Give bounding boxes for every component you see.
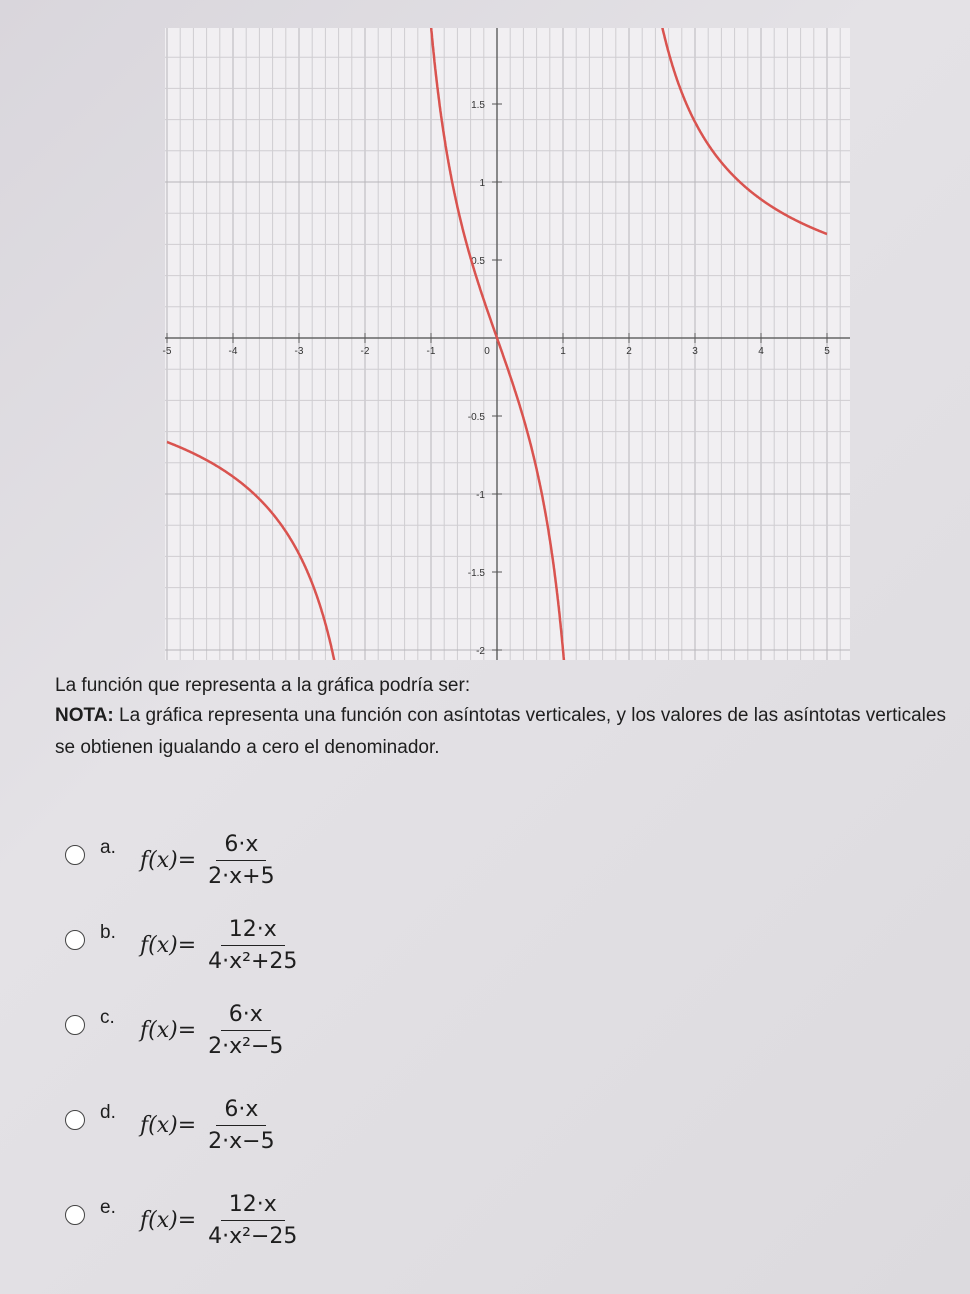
option-letter: d.	[100, 1102, 116, 1123]
x-tick-label: 0	[484, 346, 490, 357]
denominator: 4·x²+25	[208, 948, 298, 974]
radio-option-a[interactable]	[65, 845, 85, 865]
option-formula	[140, 910, 303, 980]
option-b[interactable]	[60, 910, 460, 980]
y-tick-label: 1	[479, 178, 485, 189]
denominator: 2·x²−5	[208, 1033, 284, 1059]
plot-area	[162, 28, 850, 660]
x-tick-label: 4	[758, 346, 764, 357]
question-note	[55, 700, 955, 764]
fraction	[202, 1002, 289, 1059]
option-formula	[140, 825, 281, 895]
denominator: 4·x²−25	[208, 1223, 298, 1249]
radio-option-e[interactable]	[65, 1205, 85, 1225]
numerator: 6·x	[221, 1002, 271, 1031]
x-tick-label: -2	[360, 346, 370, 357]
numerator: 12·x	[221, 1192, 285, 1221]
y-tick-label: -0.5	[467, 412, 485, 423]
numerator: 6·x	[216, 1097, 266, 1126]
radio-option-b[interactable]	[65, 930, 85, 950]
denominator: 2·x+5	[208, 863, 275, 889]
note-label: NOTA:	[55, 705, 114, 726]
x-tick-label: 5	[824, 346, 830, 357]
option-formula	[140, 995, 289, 1065]
x-tick-label: -5	[162, 346, 172, 357]
option-letter: b.	[100, 922, 116, 943]
option-a[interactable]	[60, 825, 460, 895]
formula-lhs: f(x)=	[140, 847, 197, 873]
formula-lhs: f(x)=	[140, 1207, 197, 1233]
fraction	[202, 1192, 303, 1249]
formula-lhs: f(x)=	[140, 1017, 197, 1043]
option-d[interactable]	[60, 1090, 460, 1160]
x-tick-label: 2	[626, 346, 632, 357]
option-letter: a.	[100, 837, 116, 858]
option-letter: c.	[100, 1007, 115, 1028]
grid	[162, 28, 850, 660]
note-text: La gráfica representa una función con asíntotas verticales, y los valores de las asíntotas verticales se obtienen igualando a cero el denominador.	[55, 705, 946, 758]
numerator: 6·x	[216, 832, 266, 861]
option-formula	[140, 1090, 281, 1160]
y-tick-label: 1.5	[471, 100, 485, 111]
option-formula	[140, 1185, 303, 1255]
fraction	[202, 917, 303, 974]
fraction	[202, 832, 280, 889]
x-tick-label: 1	[560, 346, 566, 357]
x-tick-label: -1	[426, 346, 436, 357]
x-tick-label: -4	[228, 346, 238, 357]
option-e[interactable]	[60, 1185, 460, 1255]
fraction	[202, 1097, 280, 1154]
denominator: 2·x−5	[208, 1128, 275, 1154]
formula-lhs: f(x)=	[140, 932, 197, 958]
radio-option-c[interactable]	[65, 1015, 85, 1035]
x-tick-label: -3	[294, 346, 304, 357]
option-letter: e.	[100, 1197, 116, 1218]
x-tick-label: 3	[692, 346, 698, 357]
question-prompt: La función que representa a la gráfica podría ser:	[55, 675, 471, 696]
y-tick-label: 0.5	[471, 256, 485, 267]
radio-option-d[interactable]	[65, 1110, 85, 1130]
formula-lhs: f(x)=	[140, 1112, 197, 1138]
y-tick-label: -2	[476, 646, 485, 657]
numerator: 12·x	[221, 917, 285, 946]
y-tick-label: -1	[476, 490, 485, 501]
y-tick-label: -1.5	[467, 568, 485, 579]
option-c[interactable]	[60, 995, 460, 1065]
